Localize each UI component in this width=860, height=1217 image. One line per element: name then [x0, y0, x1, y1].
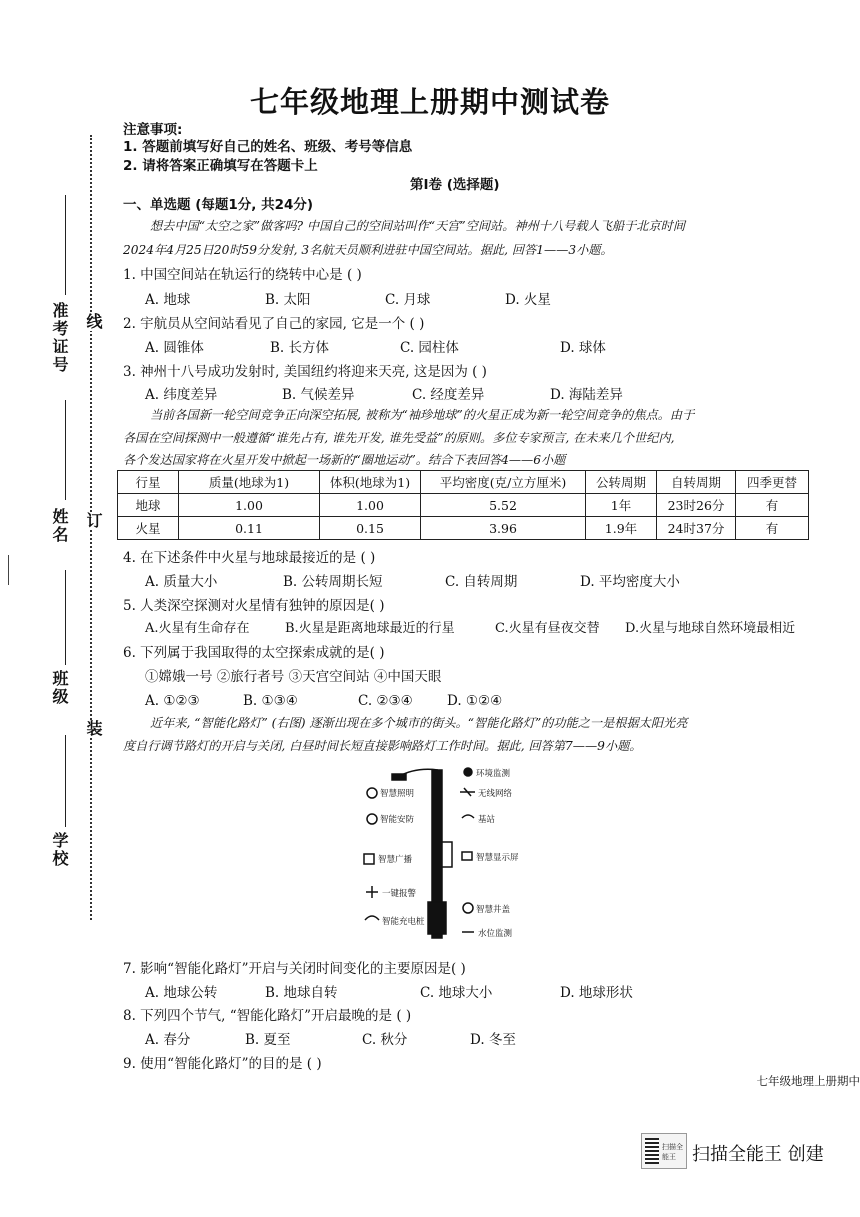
side-label-name: 姓名	[50, 508, 69, 544]
camera-icon	[367, 814, 377, 824]
planet-comparison-table	[117, 470, 809, 540]
question-6-option-d: D. ①②④	[447, 693, 503, 709]
question-3-stem: 3. 神州十八号成功发射时, 美国纽约将迎来天亮, 这是因为 ( )	[123, 364, 487, 380]
screen-icon	[462, 852, 472, 860]
label-env-monitor: 环境监测	[476, 769, 511, 779]
question-6-stem: 6. 下列属于我国取得的太空探索成就的是( )	[123, 645, 385, 661]
page-footer: 七年级地理上册期中	[756, 1074, 860, 1088]
table-cell: 火星	[118, 517, 179, 540]
question-6-option-a: A. ①②③	[145, 693, 200, 709]
question-4-option-b: B. 公转周期长短	[283, 574, 383, 590]
question-7-option-b: B. 地球自转	[265, 985, 338, 1001]
label-security: 智能安防	[380, 815, 415, 825]
smart-streetlamp-figure	[360, 762, 530, 942]
side-mark-zhuang: 装	[84, 720, 103, 738]
label-charging: 智能充电桩	[382, 917, 425, 927]
label-water-level: 水位监测	[478, 929, 513, 939]
section-heading: 第Ⅰ卷 (选择题)	[410, 177, 500, 193]
table-row	[118, 517, 809, 540]
table-cell: 1.00	[320, 494, 421, 517]
question-1-option-c: C. 月球	[385, 292, 431, 308]
lamp-head	[392, 774, 406, 780]
table-header-cell: 四季更替	[736, 471, 809, 494]
question-1-option-b: B. 太阳	[265, 292, 311, 308]
label-display: 智慧显示屏	[476, 853, 519, 863]
sun-icon	[367, 788, 377, 798]
question-4-option-a: A. 质量大小	[145, 574, 218, 590]
question-8-stem: 8. 下列四个节气, “智能化路灯”开启最晚的是 ( )	[123, 1008, 412, 1024]
side-fill-line-class	[65, 570, 66, 665]
part-heading: 一、单选题 (每题1分, 共24分)	[123, 197, 314, 213]
question-9-stem: 9. 使用“智能化路灯”的目的是 ( )	[123, 1056, 322, 1072]
manhole-icon	[463, 903, 473, 913]
display-screen	[442, 842, 452, 867]
table-header-cell: 行星	[118, 471, 179, 494]
alarm-icon	[366, 886, 378, 898]
question-7-option-a: A. 地球公转	[145, 985, 218, 1001]
qr-icon	[645, 1138, 659, 1164]
table-header-row	[118, 471, 809, 494]
table-cell: 0.15	[320, 517, 421, 540]
passage-2-line-1: 当前各国新一轮空间竞争正向深空拓展, 被称为“袖珍地球”的火星正成为新一轮空间竞争的焦点。由于	[150, 408, 695, 422]
side-fill-line-zkzh	[65, 195, 66, 295]
question-6-items: ①嫦娥一号 ②旅行者号 ③天宫空间站 ④中国天眼	[145, 669, 442, 685]
table-header-cell: 自转周期	[657, 471, 736, 494]
passage-1-line-2: 2024年4月25日20时59分发射, 3名航天员顺利进驻中国空间站。据此, 回答1——3小题。	[123, 243, 613, 257]
wifi-icon	[460, 788, 475, 796]
speaker-icon	[364, 854, 374, 864]
question-7-option-d: D. 地球形状	[560, 985, 633, 1001]
question-2-option-d: D. 球体	[560, 340, 606, 356]
table-header-cell: 质量(地球为1)	[179, 471, 320, 494]
table-cell: 1.9年	[586, 517, 657, 540]
question-8-option-c: C. 秋分	[362, 1032, 408, 1048]
passage-2-line-2: 各国在空间探测中一般遵循“谁先占有, 谁先开发, 谁先受益”的原则。多位专家预言, 在未来几个世纪内,	[123, 431, 675, 445]
scanner-logo-text: 扫描全能王	[662, 1143, 683, 1161]
question-2-stem: 2. 宇航员从空间站看见了自己的家园, 它是一个 ( )	[123, 316, 425, 332]
question-8-option-b: B. 夏至	[245, 1032, 291, 1048]
table-cell: 3.96	[421, 517, 586, 540]
side-label-school: 学校	[50, 832, 69, 868]
question-2-option-b: B. 长方体	[270, 340, 330, 356]
page-title: 七年级地理上册期中测试卷	[249, 85, 610, 119]
table-cell: 有	[736, 494, 809, 517]
side-fill-line-school	[65, 735, 66, 827]
passage-3-line-2: 度自行调节路灯的开启与关闭, 白昼时间长短直接影响路灯工作时间。据此, 回答第7——9小题。	[123, 739, 642, 753]
question-6-option-b: B. ①③④	[243, 693, 298, 709]
table-cell: 地球	[118, 494, 179, 517]
sensor-icon	[464, 768, 472, 776]
charge-icon	[365, 916, 379, 920]
table-cell: 有	[736, 517, 809, 540]
table-header-cell: 平均密度(克/立方厘米)	[421, 471, 586, 494]
notes-item-1: 1. 答题前填写好自己的姓名、班级、考号等信息	[123, 139, 413, 155]
table-cell: 23时26分	[657, 494, 736, 517]
question-6-option-c: C. ②③④	[358, 693, 413, 709]
label-base-station: 基站	[478, 815, 496, 825]
pole-base	[428, 902, 446, 934]
table-cell: 5.52	[421, 494, 586, 517]
question-4-option-d: D. 平均密度大小	[580, 574, 680, 590]
table-cell: 0.11	[179, 517, 320, 540]
antenna-icon	[462, 815, 474, 818]
question-1-stem: 1. 中国空间站在轨运行的绕转中心是 ( )	[123, 267, 362, 283]
table-row	[118, 494, 809, 517]
question-1-option-d: D. 火星	[505, 292, 551, 308]
question-4-option-c: C. 自转周期	[445, 574, 518, 590]
table-cell: 24时37分	[657, 517, 736, 540]
question-4-stem: 4. 在下述条件中火星与地球最接近的是 ( )	[123, 550, 376, 566]
question-5-option-b: B.火星是距离地球最近的行星	[285, 621, 455, 636]
label-wireless: 无线网络	[478, 789, 513, 799]
question-2-option-a: A. 圆锥体	[145, 340, 204, 356]
scanner-logo	[641, 1133, 687, 1169]
notes-item-2: 2. 请将答案正确填写在答题卡上	[123, 158, 318, 174]
passage-1-line-1: 想去中国“太空之家”做客吗? 中国自己的空间站叫作“天宫”空间站。神州十八号载人飞船于北京时间	[150, 219, 686, 233]
label-alarm: 一键报警	[382, 889, 417, 899]
label-broadcast: 智慧广播	[378, 855, 413, 865]
table-header-cell: 公转周期	[586, 471, 657, 494]
question-3-option-c: C. 经度差异	[412, 387, 485, 403]
question-8-option-d: D. 冬至	[470, 1032, 516, 1048]
passage-2-line-3: 各个发达国家将在火星开发中掀起一场新的“圈地运动”。结合下表回答4——6小题	[123, 453, 566, 467]
side-mark-ding: 订	[84, 512, 103, 530]
label-manhole: 智慧井盖	[476, 905, 511, 915]
question-7-stem: 7. 影响“智能化路灯”开启与关闭时间变化的主要原因是( )	[123, 961, 466, 977]
question-3-option-d: D. 海陆差异	[550, 387, 623, 403]
side-fill-line-name	[65, 400, 66, 500]
scanner-watermark-text: 扫描全能王 创建	[692, 1144, 824, 1165]
question-3-option-b: B. 气候差异	[282, 387, 355, 403]
question-3-option-a: A. 纬度差异	[145, 387, 218, 403]
question-5-option-a: A.火星有生命存在	[145, 621, 250, 636]
table-header-cell: 体积(地球为1)	[320, 471, 421, 494]
question-1-option-a: A. 地球	[145, 292, 191, 308]
side-label-class: 班级	[50, 670, 69, 706]
question-5-option-d: D.火星与地球自然环境最相近	[625, 621, 796, 636]
question-5-stem: 5. 人类深空探测对火星情有独钟的原因是( )	[123, 598, 385, 614]
side-label-zkzh: 准考证号	[50, 302, 69, 374]
passage-3-line-1: 近年来, “智能化路灯” (右图) 逐渐出现在多个城市的街头。“智能化路灯”的功能之一是根据太阳光亮	[150, 716, 688, 730]
crop-mark	[8, 555, 9, 585]
notes-heading: 注意事项:	[123, 122, 183, 138]
label-smart-lighting: 智慧照明	[380, 789, 415, 799]
question-7-option-c: C. 地球大小	[420, 985, 493, 1001]
table-cell: 1年	[586, 494, 657, 517]
side-mark-xian: 线	[84, 313, 103, 331]
question-8-option-a: A. 春分	[145, 1032, 191, 1048]
question-2-option-c: C. 园柱体	[400, 340, 459, 356]
question-5-option-c: C.火星有昼夜交替	[495, 621, 600, 636]
table-cell: 1.00	[179, 494, 320, 517]
